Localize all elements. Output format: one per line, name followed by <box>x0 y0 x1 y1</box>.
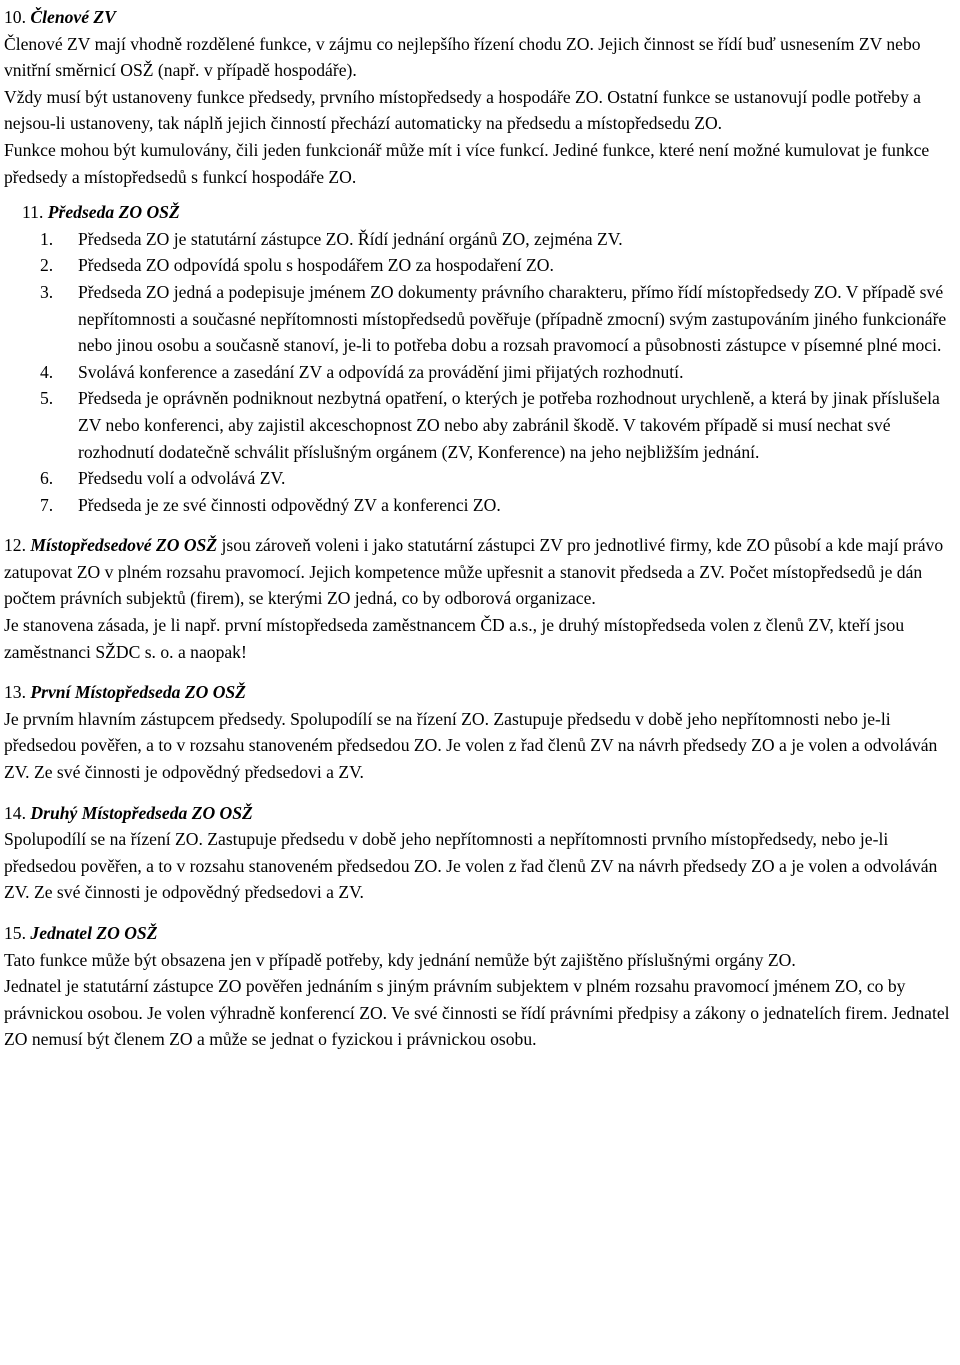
section-title: První Místopředseda ZO OSŽ <box>30 682 246 703</box>
section-title: Místopředsedové ZO OSŽ <box>30 535 218 556</box>
numbered-list <box>4 226 956 519</box>
section-13 <box>4 679 956 785</box>
list-item: 3. Předseda ZO jedná a podepisuje jménem ZO dokumenty právního charakteru, přímo řídí místopředsedy ZO. V případě své nepřítomnosti a současné nepřítomnosti místopředsedů pověřuje (případně zmocní) svým zastupováním jiného funkcionáře nebo jinou osobu a současně stanoví, je-li to potřeba dobu a rozsah pravomocí a působnosti zástupce v písemné plné moci. <box>40 281 947 356</box>
section-title: Členové ZV <box>30 7 116 27</box>
section-11 <box>4 199 956 518</box>
list-item: 5. Předseda je oprávněn podniknout nezbytná opatření, o kterých je potřeba rozhodnout urychleně, a která by jinak příslušela ZV nebo konferenci, aby zajistil akceschopnost ZO nebo aby zabránil škodě. V takovém případě si musí nechat své rozhodnutí dodatečně schválit příslušným orgánem (ZV, Konference) na jeho nejbližším jednání. <box>40 388 940 462</box>
section-number: 15. <box>4 923 26 943</box>
section-10-heading <box>4 4 956 31</box>
section-13-heading <box>4 679 956 706</box>
paragraph: 12. Místopředsedové ZO OSŽ jsou zároveň voleni i jako statutární zástupci ZV pro jednotlivé firmy, kde ZO působí a kde mají právo zatupovat ZO v plném rozsahu pravomocí. Jejich kompetence může upřesnit a stanovit předseda a ZV. Počet místopředsedů je dán počtem právních subjektů (firem), se kterými ZO jedná, co by odborová organizace. <box>4 535 944 609</box>
section-title: Druhý Místopředseda ZO OSŽ <box>30 802 253 823</box>
section-15 <box>4 920 956 1053</box>
paragraph: Spolupodílí se na řízení ZO. Zastupuje předsedu v době jeho nepřítomnosti a nepřítomnosti prvního místopředsedy, nebo je-li předsedou pověřen, a to v rozsahu stanoveném předsedou ZO. Je volen z řad členů ZV na návrh předsedy ZO a je volen a odvoláván ZV. Ze své činnosti je odpovědný předsedovi a ZV. <box>4 829 938 903</box>
section-number: 11. <box>22 202 44 223</box>
paragraph: Je stanovena zásada, je li např. první místopředseda zaměstnancem ČD a.s., je druhý místopředseda volen z členů ZV, kteří jsou zaměstnanci SŽDC s. o. a naopak! <box>4 615 905 662</box>
list-item: 4. Svolává konference a zasedání ZV a odpovídá za provádění jimi přijatých rozhodnutí. <box>40 361 684 382</box>
paragraph: Členové ZV mají vhodně rozdělené funkce, v zájmu co nejlepšího řízení chodu ZO. Jejich činnost se řídí buď usnesením ZV nebo vnitřní směrnicí OSŽ (např. v případě hospodáře). <box>4 33 921 81</box>
section-10 <box>4 4 956 190</box>
section-number: 13. <box>4 682 26 703</box>
paragraph: Jednatel je statutární zástupce ZO pověřen jednáním s jiným právním subjektem v plném rozsahu pravomocí jménem ZO, co by právnickou osobou. Je volen výhradně konferencí ZO. Ve své činnosti se řídí právními předpisy a zákony o jednatelích firem. Jednatel ZO nemusí být členem ZO a může se jednat o fyzickou i právnickou osobu. <box>4 976 950 1050</box>
section-12 <box>4 532 956 665</box>
list-item: 7. Předseda je ze své činnosti odpovědný ZV a konferenci ZO. <box>40 494 501 515</box>
section-14 <box>4 800 956 906</box>
section-14-heading <box>4 800 956 827</box>
list-item: 6. Předsedu volí a odvolává ZV. <box>40 468 286 489</box>
list-item: 1. Předseda ZO je statutární zástupce ZO. Řídí jednání orgánů ZO, zejména ZV. <box>40 228 623 249</box>
paragraph: Funkce mohou být kumulovány, čili jeden funkcionář může mít i více funkcí. Jediné funkce, které není možné kumulovat je funkce předsedy a místopředsedů s funkcí hospodáře ZO. <box>4 139 930 187</box>
section-number: 10. <box>4 7 26 27</box>
section-title: Jednatel ZO OSŽ <box>30 923 158 943</box>
section-11-heading <box>4 199 956 226</box>
section-title: Předseda ZO OSŽ <box>47 202 180 223</box>
section-number: 12. <box>4 535 26 556</box>
paragraph: Vždy musí být ustanoveny funkce předsedy, prvního místopředsedy a hospodáře ZO. Ostatní funkce se ustanovují podle potřeby a nejsou-li ustanoveny, tak náplň jejich činností přechází automaticky na předsedu a místopředsedu ZO. <box>4 86 921 134</box>
list-item: 2. Předseda ZO odpovídá spolu s hospodářem ZO za hospodaření ZO. <box>40 255 554 276</box>
section-number: 14. <box>4 802 26 823</box>
paragraph: Tato funkce může být obsazena jen v případě potřeby, kdy jednání nemůže být zajištěno příslušnými orgány ZO. <box>4 949 796 970</box>
section-15-heading <box>4 920 956 947</box>
paragraph: Je prvním hlavním zástupcem předsedy. Spolupodílí se na řízení ZO. Zastupuje předsedu v době jeho nepřítomnosti nebo je-li předsedou pověřen, a to v rozsahu stanoveném předsedou ZO. Je volen z řad členů ZV na návrh předsedy ZO a je volen a odvoláván ZV. Ze své činnosti je odpovědný předsedovi a ZV. <box>4 708 938 783</box>
